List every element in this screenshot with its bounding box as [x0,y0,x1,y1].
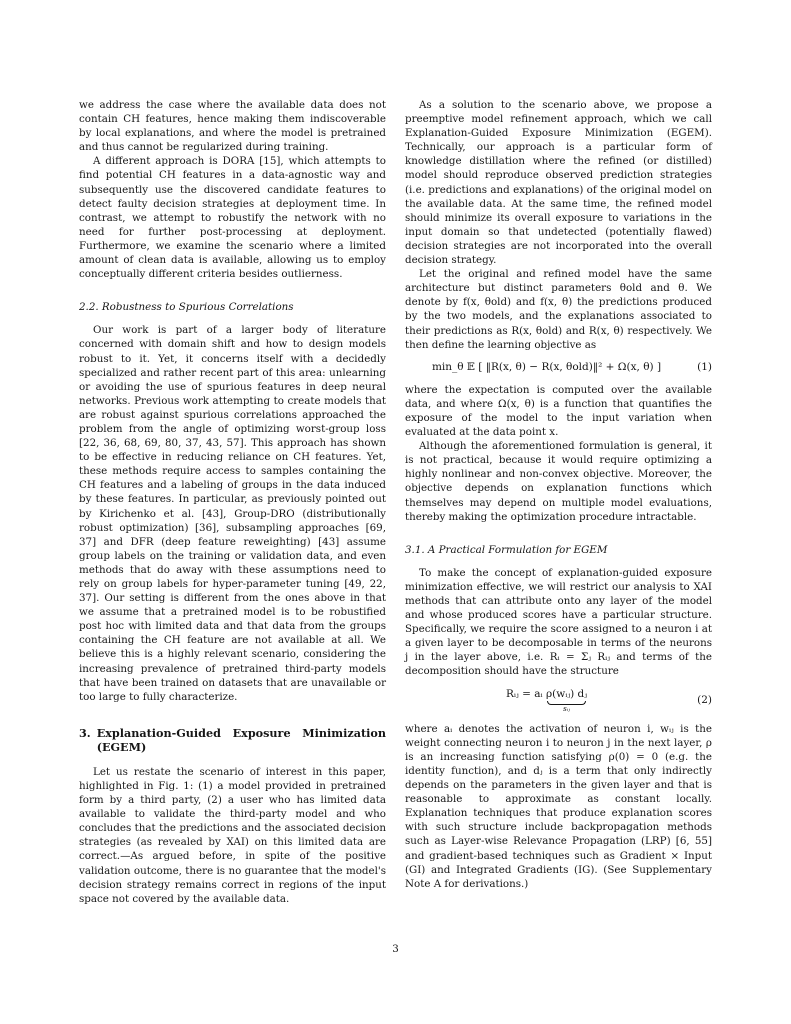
equation-lhs: Rᵢⱼ = aᵢ [505,687,543,700]
section-title-line: Explanation-Guided Exposure Minimization [96,725,386,740]
paragraph: As a solution to the scenario above, we propose a preemptive model refinement approach, which we call Explanation-Guided Exposure Minimization (EGEM). Technically, our approach is a particular form of knowledge distillation where the refined (or distilled) model should reproduce observed prediction strategies (i.e. predictions and explanations) of the original model on the available data. At the same time, the refined model should minimize its overall exposure to variations in the input domain so that undetected (potentially flawed) decision strategies are not incorporated into the overall decision strategy. [405,99,712,267]
equation-1 [405,360,712,374]
underbrace-term: ρ(wᵢⱼ) dⱼ [545,687,588,700]
equation-body: min_θ 𝔼 [ ‖R(x, θ) − R(x, θold)‖² + Ω(x, θ) ] [431,360,662,373]
paragraph: we address the case where the available data does not contain CH features, hence making them indiscoverable by local explanations, and where the model is pretrained and thus cannot be regularized during training. [79,99,386,154]
paragraph: Although the aforementioned formulation is general, it is not practical, because it would require optimizing a highly nonlinear and non-convex objective. Moreover, the objective depends on explanation functions which themselves may depend on multiple model evaluations, thereby making the optimization procedure intractable. [405,440,712,523]
equation-2 [405,687,712,713]
paragraph: where aᵢ denotes the activation of neuron i, wᵢⱼ is the weight connecting neuron i to neuron j in the next layer, ρ is an increasing function satisfying ρ(0) = 0 (e.g. the identity function), and dⱼ is a term that only indirectly depends on the parameters in the given layer and that is reasonable to approximate as constant locally. Explanation techniques that produce explanation scores with such structure include backpropagation methods such as Layer-wise Relevance Propagation (LRP) [6, 55] and gradient-based techniques such as Gradient × Input (GI) and Integrated Gradients (IG). (See Supplementary Note A for derivations.) [405,722,712,890]
paragraph: Our work is part of a larger body of literature concerned with domain shift and how to design models robust to it. Yet, it concerns itself with a decidedly specialized and rather recent part of this area: unlearning or avoiding the use of spurious features in deep neural networks. Previous work attempting to create models that are robust against spurious correlations approached the problem from the angle of optimizing worst-group loss [22, 36, 68, 69, 80, 37, 43, 57]. This approach has shown to be effective in reducing reliance on CH features. Yet, these methods require access to samples containing the CH features and a labeling of groups in the data induced by these features. In particular, as previously pointed out by Kirichenko et al. [43], Group-DRO (distributionally robust optimization) [36], subsampling approaches [69, 37] and DFR (deep feature reweighting) [43] assume group labels on the training or validation data, and even methods that do away with these assumptions need to rely on group labels for hyper-parameter tuning [49, 22, 37]. Our setting is different from the ones above in that we assume that a pretrained model is to be robustified post hoc with limited data and that data from the groups containing the CH feature are not available at all. We believe this is a highly relevant scenario, considering the increasing prevalence of pretrained third-party models that have been trained on datasets that are unavailable or too large to fully characterize. [79,324,386,703]
subsection-title: 2.2. Robustness to Spurious Correlations [79,301,294,314]
equation-number: (1) [697,360,712,373]
section-title-line: (EGEM) [96,739,147,754]
paragraph: To make the concept of explanation-guided exposure minimization effective, we will restrict our analysis to XAI methods that can attribute onto any layer of the model and whose produced scores have a particular structure. Specifically, we require the score assigned to a neuron i at a given layer to be decomposable in terms of the neurons j in the layer above, i.e. Rᵢ = Σⱼ Rᵢⱼ and terms of the decomposition should have the structure [405,566,712,678]
page-number: 3 [392,943,399,955]
equation-number: (2) [697,693,712,706]
section-number: 3. [79,725,91,740]
section-heading [79,726,386,754]
subsection-title: 3.1. A Practical Formulation for EGEM [405,543,608,556]
paragraph: where the expectation is computed over the available data, and where Ω(x, θ) is a function that quantifies the exposure of the model to the input variation when evaluated at the data point x. [405,383,712,439]
paragraph: Let the original and refined model have the same architecture but distinct parameters θold and θ. We denote by f(x, θold) and f(x, θ) the predictions produced by the two models, and the explanations associated to their predictions as R(x, θold) and R(x, θ) respectively. We then define the learning objective as [405,268,712,351]
paragraph: A different approach is DORA [15], which attempts to find potential CH features in a data-agnostic way and subsequently use the discovered candidate features to detect faulty decision strategies at deployment time. In contrast, we attempt to robustify the network with no need for further post-processing at deployment. Furthermore, we examine the scenario where a limited amount of clean data is available, allowing us to employ conceptually different criteria besides outlierness. [79,155,386,281]
paragraph: Let us restate the scenario of interest in this paper, highlighted in Fig. 1: (1) a model provided in pretrained form by a third party, (2) a user who has limited data available to validate the third-party model and who concludes that the predictions and the associated decision strategies (as revealed by XAI) on this limited data are correct.—As argued before, in spite of the positive validation outcome, there is no guarantee that the model's decision strategy remains correct in regions of the input space not covered by the available data. [79,765,386,905]
underbrace-label: sᵢⱼ [563,704,570,713]
right-column [405,98,712,891]
left-column [79,98,386,906]
underbrace [546,687,587,713]
